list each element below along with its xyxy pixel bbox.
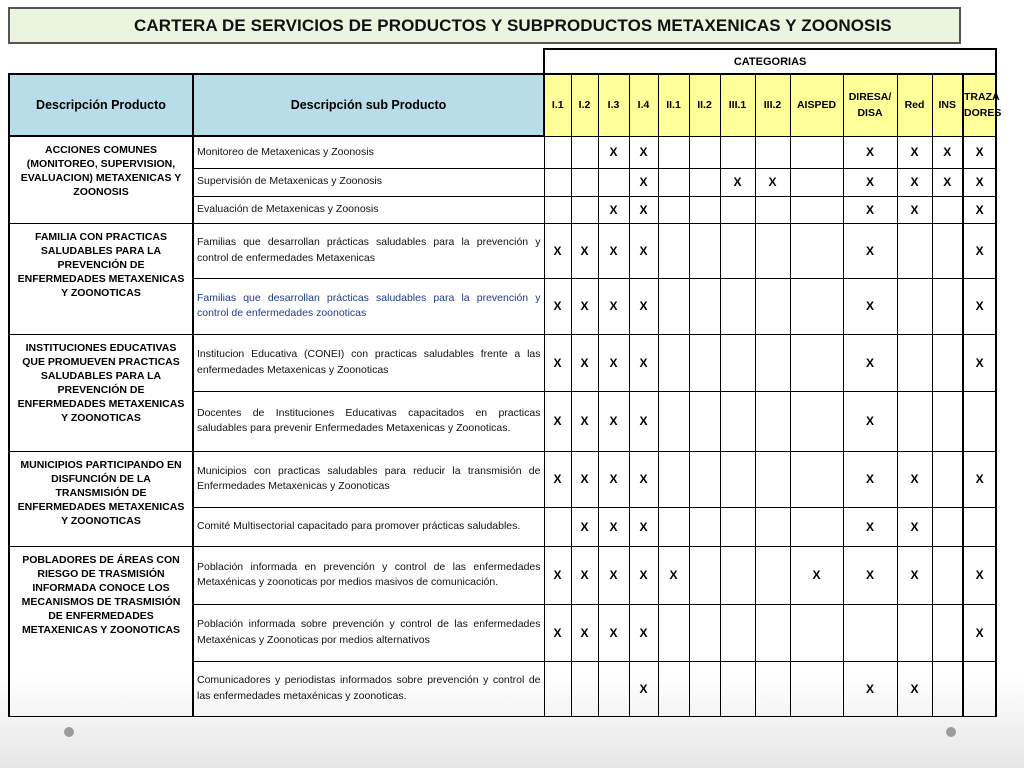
category-mark-cell <box>544 661 571 716</box>
category-mark-cell <box>790 661 843 716</box>
table-row <box>9 136 1024 168</box>
product-description: FAMILIA CON PRACTICAS SALUDABLES PARA LA PREVENCIÓN DE ENFERMEDADES METAXENICAS Y ZOONOTICAS <box>9 223 193 334</box>
category-mark-cell: X <box>598 136 629 168</box>
category-mark-cell <box>658 196 689 223</box>
categories-header: CATEGORIAS <box>544 49 996 74</box>
category-mark-cell <box>658 604 689 661</box>
category-mark-cell <box>658 661 689 716</box>
categories-header-row <box>9 49 1024 74</box>
subproduct-description: Supervisión de Metaxenicas y Zoonosis <box>193 168 544 196</box>
category-mark-cell: X <box>755 168 790 196</box>
table-row <box>9 334 1024 391</box>
category-mark-cell: X <box>571 507 598 546</box>
header-category-8: AISPED <box>790 74 843 136</box>
category-mark-cell <box>932 196 963 223</box>
category-mark-cell <box>544 196 571 223</box>
category-mark-cell <box>932 507 963 546</box>
category-mark-cell <box>755 334 790 391</box>
category-mark-cell: X <box>629 136 658 168</box>
category-mark-cell <box>689 507 720 546</box>
category-mark-cell <box>932 334 963 391</box>
category-mark-cell <box>658 223 689 278</box>
category-mark-cell: X <box>598 391 629 451</box>
category-mark-cell <box>790 604 843 661</box>
category-mark-cell <box>755 278 790 334</box>
slide-dot-left <box>64 727 74 737</box>
spacer-cell <box>193 49 544 74</box>
subproduct-description: Comité Multisectorial capacitado para promover prácticas saludables. <box>193 507 544 546</box>
category-mark-cell <box>932 278 963 334</box>
category-mark-cell: X <box>897 546 932 604</box>
table-row <box>9 451 1024 507</box>
header-category-7: III.2 <box>755 74 790 136</box>
header-category-2: I.3 <box>598 74 629 136</box>
category-mark-cell: X <box>598 196 629 223</box>
category-mark-cell <box>598 168 629 196</box>
table-row <box>9 546 1024 604</box>
category-mark-cell: X <box>544 546 571 604</box>
category-mark-cell <box>897 391 932 451</box>
category-mark-cell: X <box>571 451 598 507</box>
category-mark-cell: X <box>897 507 932 546</box>
category-mark-cell <box>790 507 843 546</box>
product-description: ACCIONES COMUNES (MONITOREO, SUPERVISION, EVALUACION) METAXENICAS Y ZOONOSIS <box>9 136 193 223</box>
trazadores-mark-cell: X <box>963 196 996 223</box>
category-mark-cell: X <box>544 278 571 334</box>
header-category-10: Red <box>897 74 932 136</box>
category-mark-cell <box>689 546 720 604</box>
trazadores-mark-cell: X <box>963 136 996 168</box>
category-mark-cell <box>658 451 689 507</box>
table-row <box>9 223 1024 278</box>
category-mark-cell: X <box>897 136 932 168</box>
category-mark-cell: X <box>843 507 897 546</box>
category-mark-cell: X <box>629 334 658 391</box>
category-mark-cell: X <box>843 546 897 604</box>
category-mark-cell: X <box>544 223 571 278</box>
category-mark-cell <box>658 507 689 546</box>
category-mark-cell: X <box>629 196 658 223</box>
category-mark-cell <box>755 451 790 507</box>
category-mark-cell <box>571 168 598 196</box>
category-mark-cell: X <box>658 546 689 604</box>
category-mark-cell <box>658 334 689 391</box>
category-mark-cell: X <box>843 278 897 334</box>
category-mark-cell <box>720 451 755 507</box>
header-category-3: I.4 <box>629 74 658 136</box>
category-mark-cell <box>658 168 689 196</box>
product-description: MUNICIPIOS PARTICIPANDO EN DISFUNCIÓN DE LA TRANSMISIÓN DE ENFERMEDADES METAXENICAS Y ZOONOTICAS <box>9 451 193 546</box>
trazadores-mark-cell <box>963 391 996 451</box>
category-mark-cell: X <box>598 604 629 661</box>
category-mark-cell <box>897 604 932 661</box>
category-mark-cell: X <box>932 168 963 196</box>
category-mark-cell <box>932 391 963 451</box>
category-mark-cell <box>720 334 755 391</box>
category-mark-cell <box>544 136 571 168</box>
category-mark-cell <box>720 136 755 168</box>
category-mark-cell: X <box>629 451 658 507</box>
category-mark-cell: X <box>720 168 755 196</box>
category-mark-cell: X <box>598 546 629 604</box>
category-mark-cell: X <box>598 334 629 391</box>
category-mark-cell <box>689 136 720 168</box>
category-mark-cell <box>897 278 932 334</box>
subproduct-description: Población informada en prevención y control de las enfermedades Metaxénicas y zoonoticas por medios masivos de comunicación. <box>193 546 544 604</box>
category-mark-cell: X <box>598 451 629 507</box>
trazadores-mark-cell: X <box>963 278 996 334</box>
category-mark-cell <box>897 334 932 391</box>
category-mark-cell: X <box>571 334 598 391</box>
category-mark-cell <box>544 507 571 546</box>
subproduct-description: Municipios con practicas saludables para reducir la transmisión de Enfermedades Metaxenicas y Zoonoticas <box>193 451 544 507</box>
category-mark-cell <box>755 661 790 716</box>
category-mark-cell: X <box>571 546 598 604</box>
category-mark-cell: X <box>629 391 658 451</box>
category-mark-cell <box>658 136 689 168</box>
category-mark-cell: X <box>932 136 963 168</box>
category-mark-cell <box>571 661 598 716</box>
category-mark-cell <box>689 661 720 716</box>
trazadores-mark-cell: X <box>963 168 996 196</box>
category-mark-cell <box>932 546 963 604</box>
subproduct-description: Evaluación de Metaxenicas y Zoonosis <box>193 196 544 223</box>
category-mark-cell: X <box>629 604 658 661</box>
category-mark-cell <box>755 546 790 604</box>
category-mark-cell: X <box>598 223 629 278</box>
trazadores-mark-cell: X <box>963 451 996 507</box>
category-mark-cell: X <box>897 661 932 716</box>
category-mark-cell <box>689 391 720 451</box>
page-title: CARTERA DE SERVICIOS DE PRODUCTOS Y SUBPRODUCTOS METAXENICAS Y ZOONOSIS <box>8 7 961 44</box>
subproduct-description: Familias que desarrollan prácticas saludables para la prevención y control de enfermedades zoonoticas <box>193 278 544 334</box>
category-mark-cell <box>790 278 843 334</box>
trazadores-mark-cell <box>963 661 996 716</box>
subproduct-description: Monitoreo de Metaxenicas y Zoonosis <box>193 136 544 168</box>
category-mark-cell <box>689 604 720 661</box>
trazadores-mark-cell: X <box>963 334 996 391</box>
subproduct-description: Familias que desarrollan prácticas saludables para la prevención y control de enfermedades Metaxenicas <box>193 223 544 278</box>
category-mark-cell: X <box>629 278 658 334</box>
spacer-cell <box>9 49 193 74</box>
category-mark-cell <box>720 223 755 278</box>
trazadores-mark-cell <box>963 507 996 546</box>
category-mark-cell <box>790 391 843 451</box>
category-mark-cell: X <box>897 451 932 507</box>
header-producto: Descripción Producto <box>9 74 193 136</box>
category-mark-cell <box>755 136 790 168</box>
trazadores-mark-cell: X <box>963 546 996 604</box>
header-trazadores: TRAZA DORES <box>963 74 996 136</box>
category-mark-cell: X <box>544 451 571 507</box>
category-mark-cell: X <box>843 451 897 507</box>
category-mark-cell: X <box>843 223 897 278</box>
category-mark-cell: X <box>629 661 658 716</box>
category-mark-cell <box>755 196 790 223</box>
table-body <box>9 49 1024 716</box>
category-mark-cell: X <box>843 168 897 196</box>
product-description: POBLADORES DE ÁREAS CON RIESGO DE TRASMISIÓN INFORMADA CONOCE LOS MECANISMOS DE TRASMISIÓN DE ENFERMEDADES METAXENICAS Y ZOONOTICAS <box>9 546 193 716</box>
category-mark-cell <box>932 604 963 661</box>
category-mark-cell: X <box>629 507 658 546</box>
category-mark-cell <box>720 507 755 546</box>
category-mark-cell <box>720 661 755 716</box>
category-mark-cell: X <box>629 168 658 196</box>
category-mark-cell <box>544 168 571 196</box>
slide-dot-right <box>946 727 956 737</box>
header-category-0: I.1 <box>544 74 571 136</box>
category-mark-cell <box>790 334 843 391</box>
category-mark-cell: X <box>843 661 897 716</box>
category-mark-cell: X <box>897 196 932 223</box>
subproduct-description: Docentes de Instituciones Educativas capacitados en practicas saludables para prevenir Enfermedades Metaxenicas y Zoonoticas. <box>193 391 544 451</box>
trazadores-mark-cell: X <box>963 604 996 661</box>
category-mark-cell <box>790 451 843 507</box>
category-mark-cell: X <box>544 334 571 391</box>
category-mark-cell <box>932 661 963 716</box>
subproduct-description: Comunicadores y periodistas informados sobre prevención y control de las enfermedades metaxénicas y zoonoticas. <box>193 661 544 716</box>
category-mark-cell: X <box>571 391 598 451</box>
category-mark-cell: X <box>544 604 571 661</box>
category-mark-cell <box>755 391 790 451</box>
header-category-4: II.1 <box>658 74 689 136</box>
category-mark-cell <box>720 278 755 334</box>
product-description: INSTITUCIONES EDUCATIVAS QUE PROMUEVEN PRACTICAS SALUDABLES PARA LA PREVENCIÓN DE ENFERMEDADES METAXENICAS Y ZOONOTICAS <box>9 334 193 451</box>
category-mark-cell <box>755 507 790 546</box>
category-mark-cell <box>790 168 843 196</box>
category-mark-cell: X <box>790 546 843 604</box>
category-mark-cell: X <box>843 334 897 391</box>
category-mark-cell: X <box>897 168 932 196</box>
category-mark-cell <box>932 223 963 278</box>
header-category-6: III.1 <box>720 74 755 136</box>
category-mark-cell <box>689 196 720 223</box>
subproduct-description: Población informada sobre prevención y control de las enfermedades Metaxénicas y Zoonoticas por medios alternativos <box>193 604 544 661</box>
header-category-9: DIRESA/ DISA <box>843 74 897 136</box>
category-mark-cell <box>689 334 720 391</box>
category-mark-cell: X <box>843 196 897 223</box>
category-mark-cell <box>720 546 755 604</box>
category-mark-cell: X <box>843 136 897 168</box>
category-mark-cell <box>598 661 629 716</box>
category-mark-cell <box>658 278 689 334</box>
category-mark-cell <box>932 451 963 507</box>
spacer-cell <box>996 49 1024 74</box>
category-mark-cell: X <box>544 391 571 451</box>
category-mark-cell <box>755 223 790 278</box>
category-mark-cell: X <box>571 223 598 278</box>
category-mark-cell <box>843 604 897 661</box>
category-mark-cell <box>571 136 598 168</box>
trazadores-mark-cell: X <box>963 223 996 278</box>
category-mark-cell: X <box>571 278 598 334</box>
category-mark-cell: X <box>598 507 629 546</box>
subproduct-description: Institucion Educativa (CONEI) con practicas saludables frente a las enfermedades Metaxenicas y Zoonoticas <box>193 334 544 391</box>
category-mark-cell <box>790 223 843 278</box>
category-mark-cell: X <box>629 223 658 278</box>
category-mark-cell: X <box>598 278 629 334</box>
category-mark-cell <box>658 391 689 451</box>
category-mark-cell <box>897 223 932 278</box>
category-mark-cell: X <box>571 604 598 661</box>
services-table <box>8 48 1024 717</box>
category-mark-cell <box>689 168 720 196</box>
category-mark-cell <box>720 196 755 223</box>
header-category-1: I.2 <box>571 74 598 136</box>
category-mark-cell <box>790 196 843 223</box>
header-category-5: II.2 <box>689 74 720 136</box>
category-mark-cell <box>689 278 720 334</box>
category-mark-cell <box>571 196 598 223</box>
category-mark-cell: X <box>629 546 658 604</box>
category-mark-cell: X <box>843 391 897 451</box>
category-mark-cell <box>720 391 755 451</box>
header-category-11: INS <box>932 74 963 136</box>
column-header-row <box>9 74 1024 136</box>
category-mark-cell <box>755 604 790 661</box>
header-subproducto: Descripción sub Producto <box>193 74 544 136</box>
category-mark-cell <box>720 604 755 661</box>
category-mark-cell <box>689 223 720 278</box>
category-mark-cell <box>790 136 843 168</box>
category-mark-cell <box>689 451 720 507</box>
